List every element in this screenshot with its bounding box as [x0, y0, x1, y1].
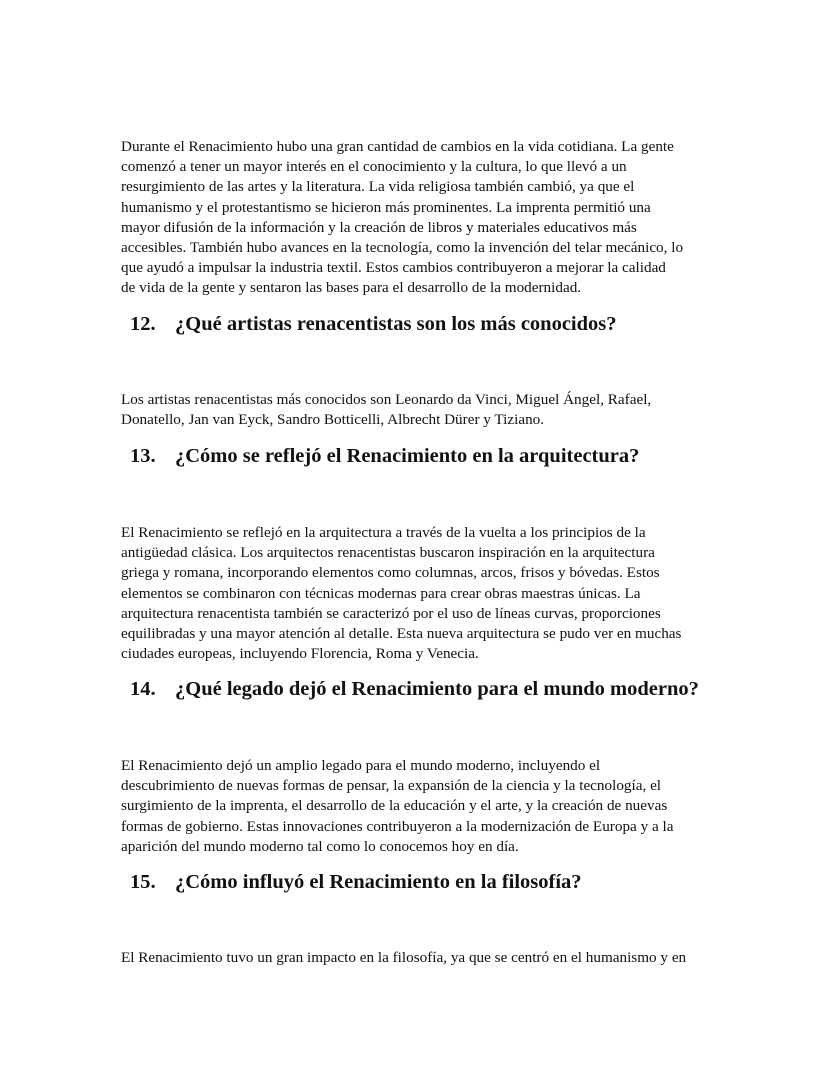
- section-heading-12: [130, 311, 617, 337]
- paragraph-line: Donatello, Jan van Eyck, Sandro Botticelli, Albrecht Dürer y Tiziano.: [121, 411, 545, 429]
- paragraph-line: comenzó a tener un mayor interés en el conocimiento y la cultura, lo que llevó a un: [121, 158, 627, 176]
- section-number: 13.: [130, 445, 156, 467]
- paragraph-line: formas de gobierno. Estas innovaciones contribuyeron a la modernización de Europa y a la: [121, 817, 674, 835]
- paragraph-line: Durante el Renacimiento hubo una gran cantidad de cambios en la vida cotidiana. La gente: [121, 138, 674, 155]
- section-heading-14: [130, 676, 699, 702]
- section-number: 15.: [130, 871, 156, 893]
- section-question: ¿Cómo influyó el Renacimiento en la filosofía?: [175, 871, 582, 893]
- paragraph-line: surgimiento de la imprenta, el desarrollo de la educación y el arte, y la creación de nuevas: [121, 797, 668, 815]
- paragraph-line: elementos se combinaron con técnicas modernas para crear obras maestras únicas. La: [121, 584, 641, 602]
- section-answer-12: [121, 390, 711, 430]
- paragraph-line: El Renacimiento tuvo un gran impacto en la filosofía, ya que se centró en el humanismo y en: [121, 949, 687, 966]
- section-question: ¿Qué artistas renacentistas son los más conocidos?: [175, 313, 617, 335]
- paragraph-line: que ayudó a impulsar la industria textil. Estos cambios contribuyeron a mejorar la calidad: [121, 259, 666, 277]
- paragraph-line: antigüedad clásica. Los arquitectos renacentistas buscaron inspiración en la arquitectura: [121, 544, 655, 562]
- section-answer-14: [121, 756, 711, 857]
- paragraph-line: resurgimiento de las artes y la literatura. La vida religiosa también cambió, ya que el: [121, 178, 635, 196]
- paragraph-line: El Renacimiento dejó un amplio legado para el mundo moderno, incluyendo el: [121, 757, 601, 774]
- section-question: ¿Cómo se reflejó el Renacimiento en la arquitectura?: [175, 445, 640, 467]
- paragraph-line: aparición del mundo moderno tal como lo conocemos hoy en día.: [121, 837, 519, 855]
- paragraph-line: griega y romana, incorporando elementos como columnas, arcos, frisos y bóvedas. Estos: [121, 564, 660, 582]
- paragraph-line: Los artistas renacentistas más conocidos son Leonardo da Vinci, Miguel Ángel, Rafael,: [121, 391, 652, 408]
- section-question: ¿Qué legado dejó el Renacimiento para el mundo moderno?: [175, 678, 699, 700]
- paragraph-line: El Renacimiento se reflejó en la arquitectura a través de la vuelta a los principios de la: [121, 524, 646, 541]
- paragraph-line: accesibles. También hubo avances en la tecnología, como la invención del telar mecánico, lo: [121, 239, 684, 257]
- section-number: 12.: [130, 313, 156, 335]
- paragraph-line: ciudades europeas, incluyendo Florencia, Roma y Venecia.: [121, 645, 479, 663]
- paragraph-line: mayor difusión de la información y la creación de libros y materiales educativos más: [121, 218, 637, 236]
- section-heading-15: [130, 869, 582, 895]
- paragraph-line: equilibradas y una mayor atención al detalle. Esta nueva arquitectura se pudo ver en muchas: [121, 625, 682, 643]
- section-number: 14.: [130, 678, 156, 700]
- paragraph-line: arquitectura renacentista también se caracterizó por el uso de líneas curvas, proporciones: [121, 604, 661, 622]
- paragraph-line: descubrimiento de nuevas formas de pensar, la expansión de la ciencia y la tecnología, el: [121, 777, 662, 795]
- section-answer-15: [121, 948, 711, 968]
- paragraph-line: de vida de la gente y sentaron las bases para el desarrollo de la modernidad.: [121, 279, 582, 297]
- section-heading-13: [130, 443, 639, 469]
- paragraph-line: humanismo y el protestantismo se hicieron más prominentes. La imprenta permitió una: [121, 198, 651, 216]
- section-answer-13: [121, 523, 711, 664]
- intro-paragraph: [121, 137, 711, 299]
